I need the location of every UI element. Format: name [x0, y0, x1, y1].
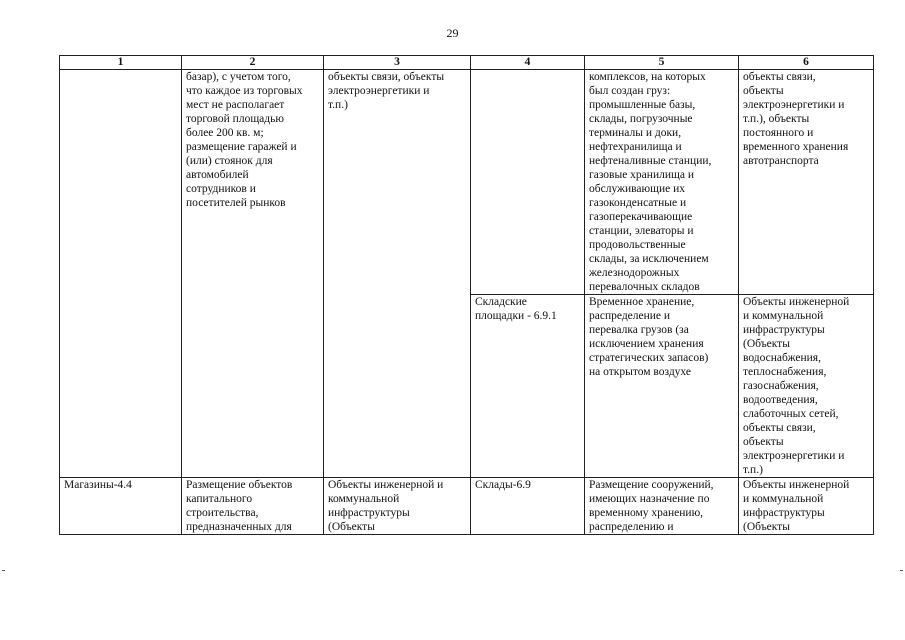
cell-line: продовольственные	[589, 239, 686, 251]
cell-line: имеющих назначение по	[589, 493, 710, 505]
cell-line: и коммунальной	[743, 493, 824, 505]
cell-line: исключением хранения	[589, 338, 704, 350]
cell-line: слаботочных сетей,	[743, 408, 839, 420]
cell-line: торговой площадью	[186, 113, 284, 125]
scan-mark	[900, 570, 903, 571]
cell-line: нефтехранилища и	[589, 141, 682, 153]
cell-line: газоперекачивающие	[589, 211, 693, 223]
cell-line: коммунальной	[328, 493, 400, 505]
cell-line: временному хранению,	[589, 507, 704, 519]
cell-line: посетителей рынков	[186, 197, 286, 209]
cell-line: капитального	[186, 493, 253, 505]
scan-mark	[2, 570, 5, 571]
cell-line: объекты	[743, 436, 784, 448]
cell-line: водоснабжения,	[743, 352, 821, 364]
cell-line: размещение гаражей и	[186, 141, 297, 153]
cell-line: инфраструктуры	[743, 507, 825, 519]
cell-line: распределению и	[589, 521, 674, 533]
cell-line: что каждое из торговых	[186, 85, 303, 97]
cell-line: был создан груз:	[589, 85, 671, 97]
cell-line: строительства,	[186, 507, 259, 519]
cell-line: станции, элеваторы и	[589, 225, 694, 237]
table-cell	[182, 70, 324, 478]
cell-line: инфраструктуры	[328, 507, 410, 519]
cell-line: промышленные базы,	[589, 99, 696, 111]
cell-line: постоянного и	[743, 127, 814, 139]
table-cell	[739, 295, 874, 478]
cell-line: железнодорожных	[589, 267, 680, 279]
cell-line: перевалка грузов (за	[589, 324, 689, 336]
cell-line: Склады-6.9	[475, 479, 531, 491]
cell-line: Размещение объектов	[186, 479, 293, 491]
cell-line: т.п.)	[743, 464, 763, 476]
cell-line: объекты связи, объекты	[328, 71, 445, 83]
column-header: 4	[471, 56, 585, 70]
table-cell	[182, 478, 324, 535]
cell-line: (Объекты	[328, 521, 375, 533]
cell-line: Объекты инженерной и	[328, 479, 444, 491]
cell-line: газоконденсатные и	[589, 197, 687, 209]
cell-line: т.п.), объекты	[743, 113, 810, 125]
cell-line: инфраструктуры	[743, 324, 825, 336]
table-cell	[60, 478, 182, 535]
cell-line: объекты связи,	[743, 422, 816, 434]
cell-line: автомобилей	[186, 169, 249, 181]
cell-line: газоснабжения,	[743, 380, 819, 392]
cell-line: Временное хранение,	[589, 296, 695, 308]
cell-line: обслуживающие их	[589, 183, 686, 195]
table-cell	[324, 478, 471, 535]
table-cell	[471, 478, 585, 535]
cell-line: стратегических запасов)	[589, 352, 709, 364]
cell-line: (или) стоянок для	[186, 155, 273, 167]
cell-line: Объекты инженерной	[743, 479, 850, 491]
cell-line: склады, погрузочные	[589, 113, 693, 125]
cell-line: электроэнергетики и	[743, 450, 845, 462]
cell-line: распределение и	[589, 310, 671, 322]
cell-line: перевалочных складов	[589, 281, 700, 293]
table-row	[60, 478, 874, 535]
cell-line: Размещение сооружений,	[589, 479, 714, 491]
cell-line: нефтеналивные станции,	[589, 155, 712, 167]
cell-line: водоотведения,	[743, 394, 818, 406]
cell-line: терминалы и доки,	[589, 127, 682, 139]
cell-line: Объекты инженерной	[743, 296, 850, 308]
cell-line: и коммунальной	[743, 310, 824, 322]
table-cell	[585, 295, 739, 478]
cell-line: (Объекты	[743, 338, 790, 350]
cell-line: мест не располагает	[186, 99, 285, 111]
table-cell	[585, 70, 739, 295]
cell-line: (Объекты	[743, 521, 790, 533]
cell-line: объекты	[743, 85, 784, 97]
cell-line: склады, за исключением	[589, 253, 709, 265]
table-cell	[324, 70, 471, 478]
table-cell	[471, 295, 585, 478]
cell-line: объекты связи,	[743, 71, 816, 83]
cell-line: Складские	[475, 296, 527, 308]
cell-line: временного хранения	[743, 141, 849, 153]
column-header: 6	[739, 56, 874, 70]
cell-line: комплексов, на которых	[589, 71, 706, 83]
table-cell	[739, 70, 874, 295]
cell-line: т.п.)	[328, 99, 348, 111]
cell-line: базар), с учетом того,	[186, 71, 291, 83]
cell-line: электроэнергетики и	[743, 99, 845, 111]
page-number: 29	[446, 26, 459, 40]
column-header: 5	[585, 56, 739, 70]
column-header: 3	[324, 56, 471, 70]
table-cell	[60, 70, 182, 478]
table-cell	[585, 478, 739, 535]
table-row	[60, 70, 874, 295]
cell-line: электроэнергетики и	[328, 85, 430, 97]
cell-line: теплоснабжения,	[743, 366, 827, 378]
table-cell	[739, 478, 874, 535]
cell-line: автотранспорта	[743, 155, 819, 167]
table-cell	[471, 70, 585, 295]
land-use-table	[59, 55, 874, 535]
cell-line: сотрудников и	[186, 183, 256, 195]
cell-line: площадки - 6.9.1	[475, 310, 557, 322]
cell-line: на открытом воздухе	[589, 366, 691, 378]
column-header: 2	[182, 56, 324, 70]
cell-line: Магазины-4.4	[64, 479, 132, 491]
cell-line: предназначенных для	[186, 521, 292, 533]
column-header: 1	[60, 56, 182, 70]
table-header-row	[60, 56, 874, 70]
cell-line: газовые хранилища и	[589, 169, 694, 181]
cell-line: более 200 кв. м;	[186, 127, 264, 139]
